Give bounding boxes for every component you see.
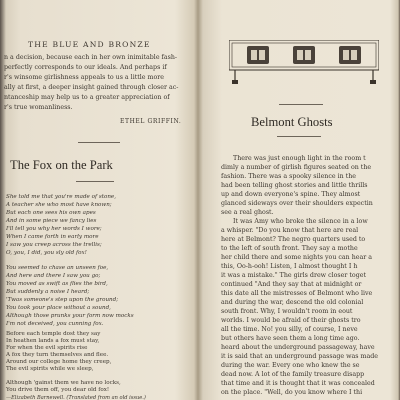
story-line: heard about the underground passageway, have [221,344,375,351]
story-line: that time and it is thought that it was concealed [221,380,375,387]
intro-line: ntanceship may help us to a greater appreciation of [4,94,170,101]
poem-line: But each one sees his own apes [6,210,96,216]
story-line: here at Belmont? The negro quarters used to [221,236,366,243]
left-page [0,0,198,400]
poem-line: And here and there I saw you go; [6,273,101,279]
story-line: all the time. No! you silly, of course, I neve [221,326,358,333]
poem-attribution: —Elizabeth Barnewell. (Translated from an old issue.) [6,395,146,400]
poem-line: You took your place without a sound, [6,305,111,311]
poem-line: You seemed to chase an unseen foe, [6,265,109,271]
story-line: continued "And they say that at midnight or [221,281,362,288]
story-line: south front. Why, I wouldn't room in eout [221,308,353,315]
poem-line: When I came forth in early more [6,234,99,240]
story-line: this, Oo-h-ooh! Listen, I almost thought I h [221,263,358,270]
poem-line: She told me that you're made of stone, [6,194,117,200]
story-line: it was a mistake." The girls drew closer toget [221,272,366,279]
poem-line: The evil spirits while we sleep, [6,366,94,372]
story-line: There was just enough light in the room t [233,155,366,162]
poem-line: O, you, I did, you sly old fox! [6,250,87,256]
story-line: it is said that an underground passage was made [221,353,378,360]
poem-line: For when the evil spirits rise [6,345,88,351]
intro-line: r's true womanliness. [4,104,73,111]
poem-line: In heathen lands a fox must stay, [6,338,100,344]
poem-line: I saw you creep across the trellis; [6,242,102,248]
intro-signature: ETHEL GRIFFIN. [120,118,182,125]
story-line: to the left of south front. They say a mothe [221,245,358,252]
intro-line: perfectly corresponds to our ideals. And perhaps if [4,64,167,71]
intro-line: ally at first, a deeper insight gained through closer ac- [4,84,179,91]
story-line: and during the war, descend the old colonial [221,299,364,306]
story-line: dimly a number of girlish figures seated on the [221,164,372,171]
story-line: this date all the mistresses of Belmont who live [221,290,373,297]
poem-line: Although those prunks your form now mocks [6,313,134,319]
story-line: had been telling ghost stories and little thrills [221,182,368,189]
story-line: see a real ghost. [221,209,274,216]
story-line: during the war. Every one who knew the se [221,362,360,369]
story-line: her child there and some nights you can hear a [221,254,373,261]
poem-line: Before each temple dost they say [6,331,101,337]
story-line: a whisper. "Do you know that here are real [221,227,359,234]
poem-title: The Fox on the Park [10,158,113,172]
story-line: It was Amy who broke the silence in a low [233,218,368,225]
poem-line: You drive them off, you dear old fox! [6,387,110,393]
story-line: up and down everyone's spine. They almost [221,191,361,198]
poem-line: 'Twas someone's step upon the ground; [6,297,119,303]
poem-line: I'll tell you why her words I wore; [6,226,102,232]
divider-rule [279,104,323,105]
story-line: glanced sideways over their shoulders expectin [221,200,373,207]
story-line: on the place. "Well, do you know where I thi [221,389,363,396]
poem-line: Around our college home they creep, [6,359,112,365]
decorative-header-ornament [229,40,379,86]
story-line: dead now. A lot of the family treasure disapp [221,371,365,378]
running-head: THE BLUE AND BRONZE [28,40,151,49]
divider-rule [78,142,120,143]
poem-line: A teacher she who most have known; [6,202,112,208]
poem-line: Although 'gainst them we have no locks, [6,380,121,386]
right-page [203,0,400,400]
poem-line: I'm not deceived, you cunning fox. [6,321,104,327]
story-line: but others have seen them a long time ago. [221,335,360,342]
story-title: Belmont Ghosts [251,115,333,129]
intro-line: n a decision, because each in her own inimitable fash- [4,54,178,61]
poem-line: You moved as swift as flies the bird, [6,281,108,287]
poem-line: A fox they turn themselves and flee. [6,352,109,358]
story-line: worlds. I would be afraid of their ghosts tro [221,317,361,324]
divider-rule [277,136,321,137]
divider-rule [76,181,114,182]
story-line: fashion. There was a spooky silence in the [221,173,356,180]
poem-line: But suddenly a noise I heard; [6,289,90,295]
poem-line: And in some piece we fancy lies [6,218,97,224]
intro-line: r's winsome girlishness appeals to us a little more [4,74,165,81]
